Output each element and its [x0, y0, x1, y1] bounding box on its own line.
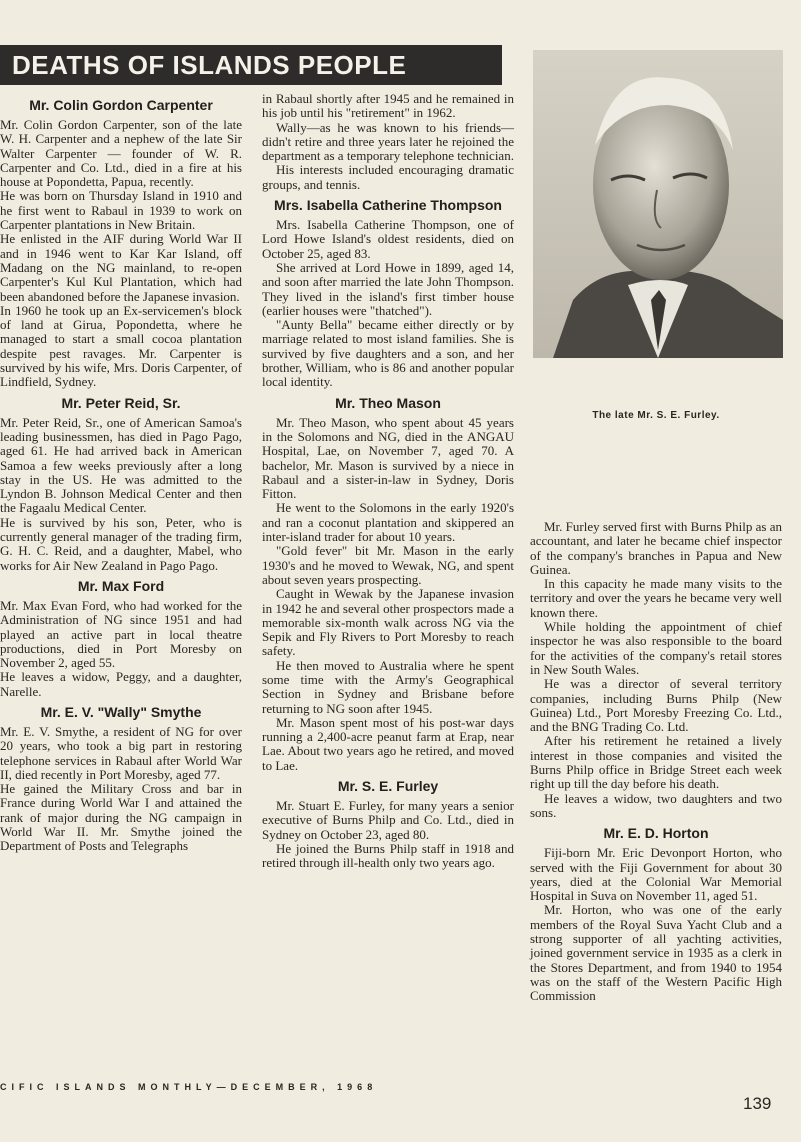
obituary-paragraph: Caught in Wewak by the Japanese invasion in 1942 he and several other prospectors made a memorable six-month walk across NG via the Sepik and Fly Rivers to Port Moresby to reach safety. [262, 586, 514, 659]
obituary-paragraph: He leaves a widow, Peggy, and a daughter, Narelle. [0, 669, 242, 699]
obituary-paragraph: Mr. Horton, who was one of the early members of the Royal Suva Yacht Club and a strong supporter of all yachting activities, joined government service in 1935 as a clerk in the Stores Department, and from 1940 to 1954 was on the staff of the Western Pacific High Commission [530, 902, 782, 1004]
obituary-paragraph: Mr. E. V. Smythe, a resident of NG for over 20 years, who took a big part in restoring telephone services in Rabaul after World War II, died recently in Port Moresby, aged 77. [0, 723, 242, 782]
obituary-paragraph: in Rabaul shortly after 1945 and he remained in his job until his "retirement" in 1962. [262, 91, 514, 121]
obituary-smythe-continued [262, 92, 514, 192]
obituary-paragraph: His interests included encouraging dramatic groups, and tennis. [262, 162, 514, 192]
obituary-carpenter [0, 96, 242, 390]
column-3 [530, 520, 782, 1004]
obituary-paragraph: In 1960 he took up an Ex-servicemen's block of land at Girua, Popondetta, where he managed to start a small cocoa plantation despite pest ravages. Mr. Carpenter is survived by his wife, Mrs. Doris Carpenter, of Lindfield, Sydney. [0, 302, 242, 390]
photo-caption: The late Mr. S. E. Furley. [592, 410, 720, 421]
obituary-paragraph: She arrived at Lord Howe in 1899, aged 14, and soon after married the late John Thompson. They lived in the island's first timber house (earlier houses were "thatched"). [262, 259, 514, 318]
obituary-paragraph: He was born on Thursday Island in 1910 and he first went to Rabaul in 1939 to work on Carpenter plantations in New Britain. [0, 188, 242, 233]
obituary-paragraph: He joined the Burns Philp staff in 1918 and retired through ill-health only two years ago. [262, 840, 514, 871]
obituary-paragraph: "Gold fever" bit Mr. Mason in the early 1930's and he moved to Wewak, NG, and spent about seven years prospecting. [262, 543, 514, 587]
column-1 [0, 92, 242, 854]
obituary-paragraph: Mr. Theo Mason, who spent about 45 years in the Solomons and NG, died in the ANGAU Hospital, Lae, on November 7, aged 70. A bachelor, Mr. Mason is survived by a niece in Rabaul and a sister-in-law in Sydney, Doris Fitton. [262, 414, 514, 502]
obituary-paragraph: While holding the appointment of chief inspector he was also responsible to the board for the activities of the company's retail stores in New South Wales. [530, 619, 782, 677]
obituary-paragraph: He was a director of several territory companies, including Burns Philp (New Guinea) Ltd., Port Moresby Freezing Co. Ltd., and the BNG Trading Co. Ltd. [530, 676, 782, 735]
obituary-furley-continued [530, 520, 782, 820]
obituary-paragraph: Mr. Stuart E. Furley, for many years a senior executive of Burns Philp and Co. Ltd., died in Sydney on October 23, aged 80. [262, 798, 514, 842]
portrait-illustration [533, 50, 783, 358]
obituary-paragraph: Mr. Mason spent most of his post-war days running a 2,400-acre peanut farm at Erap, near Lae. About two years ago he retired, and moved to Lae. [262, 714, 514, 773]
obituary-paragraph: He went to the Solomons in the early 1920's and ran a coconut plantation and skippered an inter-island trader for about 10 years. [262, 500, 514, 545]
obituary-paragraph: Wally—as he was known to his friends—didn't retire and three years later he rejoined the department as a temporary telephone technician. [262, 119, 514, 164]
obituary-paragraph: He is survived by his son, Peter, who is currently general manager of the trading firm, G. H. C. Reid, and a daughter, Mabel, who works for Air New Zealand in Pago Pago. [0, 514, 242, 573]
obituary-reid [0, 394, 242, 573]
obituary-mason [262, 394, 514, 773]
portrait-photo [533, 50, 783, 358]
obituary-heading: Mr. S. E. Furley [337, 778, 439, 795]
obituary-paragraph: Fiji-born Mr. Eric Devonport Horton, who served with the Fiji Government for about 30 years, died at the Colonial War Memorial Hospital in Suva on November 11, aged 51. [530, 845, 782, 904]
section-banner: DEATHS OF ISLANDS PEOPLE [0, 45, 502, 85]
obituary-smythe [0, 703, 242, 854]
obituary-paragraph: In this capacity he made many visits to the territory and over the years he became very well known there. [530, 576, 782, 620]
obituary-furley [262, 777, 514, 870]
obituary-heading: Mrs. Isabella Catherine Thompson [274, 197, 502, 214]
obituary-paragraph: After his retirement he retained a lively interest in those companies and visited the Burns Philp office in Bridge Street each week right up till the day before his death. [530, 733, 782, 792]
running-footer: CIFIC ISLANDS MONTHLY—DECEMBER, 1968 [0, 1082, 378, 1092]
obituary-ford [0, 577, 242, 699]
obituary-thompson [262, 196, 514, 390]
obituary-heading: Mr. Peter Reid, Sr. [61, 394, 181, 411]
obituary-heading: Mr. E. D. Horton [603, 825, 709, 842]
column-2 [262, 92, 514, 871]
obituary-paragraph: Mr. Peter Reid, Sr., one of American Samoa's leading businessmen, has died in Pago Pago, aged 61. He had arrived back in American Samoa a few weeks previously after a long stay in the US. He was admitted to the Lyndon B. Johnson Medical Center and then the Fagaalu Medical Center. [0, 414, 242, 516]
obituary-paragraph: Mr. Furley served first with Burns Philp as an accountant, and later he became chief inspector of the company's branches in Papua and New Guinea. [530, 519, 782, 577]
obituary-paragraph: He gained the Military Cross and bar in France during World War I and attained the rank of major during the NG campaign in World War II. Mr. Smythe joined the Department of Posts and Telegraphs [0, 781, 242, 854]
page-number: 139 [743, 1094, 772, 1113]
obituary-paragraph: Mr. Colin Gordon Carpenter, son of the late W. H. Carpenter and a nephew of the late Sir Walter Carpenter — founder of W. R. Carpenter and Co. Ltd., died in a fire at his house at Popondetta, Papua, recently. [0, 117, 242, 190]
obituary-paragraph: "Aunty Bella" became either directly or by marriage related to most island families. She is survived by five daughters and a son, and her brother, William, who is 86 and another popular local identity. [262, 317, 514, 390]
obituary-heading: Mr. Colin Gordon Carpenter [29, 97, 213, 113]
obituary-paragraph: Mr. Max Evan Ford, who had worked for the Administration of NG since 1951 and had played an active part in local theatre productions, died in Port Moresby on November 2, aged 55. [0, 597, 242, 671]
obituary-heading: Mr. Theo Mason [335, 394, 441, 411]
obituary-paragraph: He then moved to Australia where he spent some time with the Army's Geographical Section in Sydney and Brisbane before returning to NG soon after 1945. [262, 657, 514, 716]
obituary-paragraph: Mrs. Isabella Catherine Thompson, one of Lord Howe Island's oldest residents, died on October 25, aged 83. [262, 217, 514, 261]
obituary-horton [530, 824, 782, 1003]
obituary-paragraph: He enlisted in the AIF during World War II and in 1946 went to Kar Kar Island, off Madang on the NG mainland, to re-open Carpenter's Kul Kul Plantation, which had been abandoned before the Japanese invasion. [0, 231, 242, 304]
obituary-heading: Mr. E. V. "Wally" Smythe [40, 703, 202, 720]
obituary-heading: Mr. Max Ford [77, 577, 165, 594]
obituary-paragraph: He leaves a widow, two daughters and two sons. [530, 790, 782, 820]
